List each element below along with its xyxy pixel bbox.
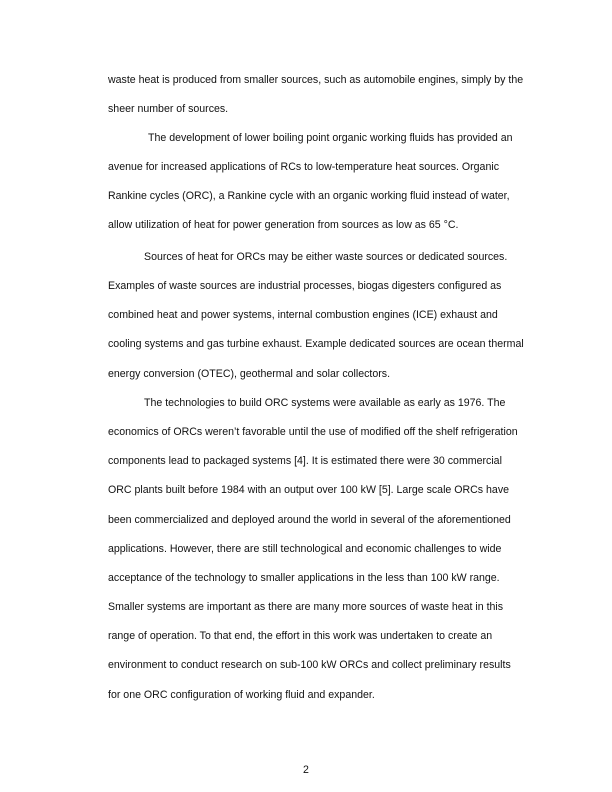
text-line: ORC plants built before 1984 with an output over 100 kW [5]. Large scale ORCs have [108,484,510,496]
paragraph-first-line: The technologies to build ORC systems were available as early as 1976. The [144,397,506,409]
paragraph-first-line: Sources of heat for ORCs may be either waste sources or dedicated sources. [144,251,508,263]
text-line: allow utilization of heat for power generation from sources as low as 65 °C. [108,219,459,231]
text-line: avenue for increased applications of RCs to low-temperature heat sources. Organic [108,161,499,173]
text-line: economics of ORCs weren’t favorable until the use of modified off the shelf refrigeration [108,426,518,438]
text-line: applications. However, there are still technological and economic challenges to wide [108,543,502,555]
text-line: acceptance of the technology to smaller applications in the less than 100 kW range. [108,572,500,584]
text-line: Rankine cycles (ORC), a Rankine cycle with an organic working fluid instead of water, [108,190,510,202]
text-line: combined heat and power systems, internal combustion engines (ICE) exhaust and [108,309,498,321]
text-line: for one ORC configuration of working fluid and expander. [108,689,375,701]
text-line: components lead to packaged systems [4]. It is estimated there were 30 commercial [108,455,502,467]
paragraph-first-line: The development of lower boiling point organic working fluids has provided an [148,132,513,144]
text-line: cooling systems and gas turbine exhaust. Example dedicated sources are ocean thermal [108,338,524,350]
page-number: 2 [303,764,309,776]
text-line: been commercialized and deployed around the world in several of the aforementioned [108,514,511,526]
text-line: energy conversion (OTEC), geothermal and solar collectors. [108,368,391,380]
text-line: Examples of waste sources are industrial processes, biogas digesters configured as [108,280,502,292]
text-line: waste heat is produced from smaller sources, such as automobile engines, simply by the [108,74,524,86]
text-line: environment to conduct research on sub-100 kW ORCs and collect preliminary results [108,659,511,671]
text-line: sheer number of sources. [108,103,229,115]
text-line: Smaller systems are important as there are many more sources of waste heat in this [108,601,504,613]
text-line: range of operation. To that end, the effort in this work was undertaken to create an [108,630,493,642]
